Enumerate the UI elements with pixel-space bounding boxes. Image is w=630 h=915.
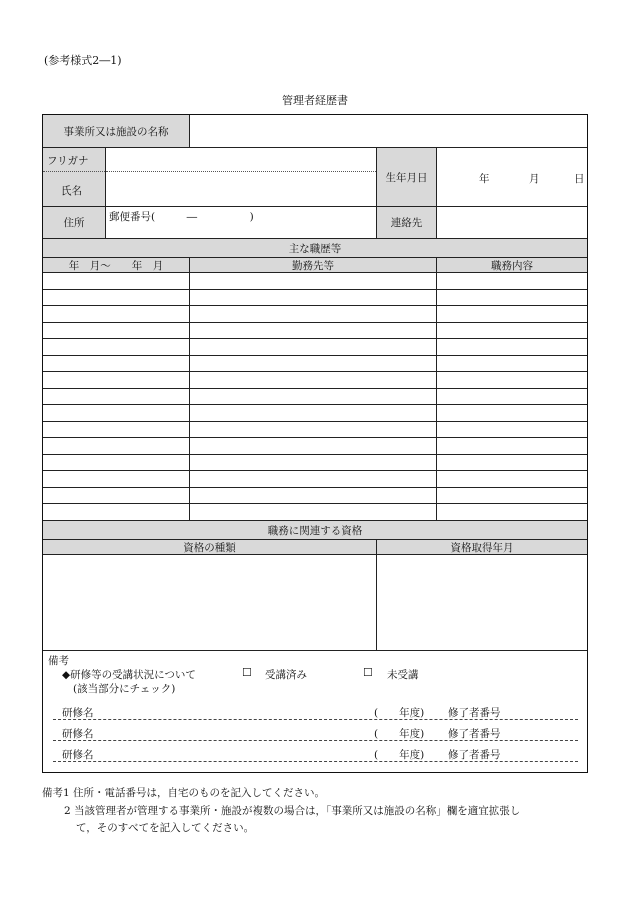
career-col-period: 年 月～ 年 月 (43, 258, 189, 272)
career-period-cell[interactable] (43, 404, 189, 421)
check-instruction: (該当部分にチェック) (73, 683, 176, 695)
training-fiscal-year: ( 年度) (374, 749, 425, 761)
career-workplace-cell[interactable] (190, 338, 436, 355)
completed-option-label: 受講済み (265, 669, 307, 681)
birth-month-unit: 月 (529, 173, 540, 185)
birthdate-label: 生年月日 (377, 148, 436, 206)
career-duties-cell[interactable] (437, 487, 587, 504)
career-period-cell[interactable] (43, 305, 189, 322)
career-duties-cell[interactable] (437, 404, 587, 421)
qualification-section-title: 職務に関連する資格 (43, 521, 587, 539)
career-duties-cell[interactable] (437, 470, 587, 487)
form-title: 管理者経歴書 (282, 94, 348, 107)
career-period-cell[interactable] (43, 272, 189, 289)
qualification-col-type: 資格の種類 (43, 540, 376, 554)
career-col-duties: 職務内容 (437, 258, 587, 272)
career-col-workplace: 勤務先等 (190, 258, 436, 272)
footnote-2a: 2 当該管理者が管理する事業所・施設が複数の場合は，「事業所又は施設の名称」欄を適宜拡張し (64, 805, 521, 817)
birth-day-unit: 日 (574, 173, 585, 185)
reference-label: (参考様式2―1) (44, 54, 122, 67)
career-period-cell[interactable] (43, 371, 189, 388)
career-workplace-cell[interactable] (190, 371, 436, 388)
training-row-line[interactable] (53, 761, 578, 762)
training-status-label: ◆研修等の受講状況について (62, 669, 196, 681)
training-cert-label: 修了者番号 (448, 707, 501, 719)
training-row-line[interactable] (53, 719, 578, 720)
career-duties-cell[interactable] (437, 322, 587, 339)
training-cert-label: 修了者番号 (448, 728, 501, 740)
career-duties-cell[interactable] (437, 289, 587, 306)
training-name-label: 研修名 (62, 707, 94, 719)
career-workplace-cell[interactable] (190, 305, 436, 322)
footnote-1: 備考1 住所・電話番号は，自宅のものを記入してください。 (42, 787, 326, 799)
career-duties-cell[interactable] (437, 421, 587, 438)
postal-code-label: 郵便番号( ― ) (109, 211, 254, 223)
name-label: 氏名 (61, 185, 82, 197)
career-workplace-cell[interactable] (190, 289, 436, 306)
not-completed-checkbox[interactable]: ☐ (363, 666, 373, 679)
career-workplace-cell[interactable] (190, 272, 436, 289)
remarks-label: 備考 (48, 655, 69, 667)
career-duties-cell[interactable] (437, 437, 587, 454)
career-workplace-cell[interactable] (190, 404, 436, 421)
career-workplace-cell[interactable] (190, 454, 436, 471)
career-period-cell[interactable] (43, 289, 189, 306)
training-cert-label: 修了者番号 (448, 749, 501, 761)
career-duties-cell[interactable] (437, 272, 587, 289)
career-workplace-cell[interactable] (190, 322, 436, 339)
career-period-cell[interactable] (43, 338, 189, 355)
career-workplace-cell[interactable] (190, 470, 436, 487)
qualification-col-date: 資格取得年月 (377, 540, 587, 554)
career-duties-cell[interactable] (437, 454, 587, 471)
contact-input[interactable] (437, 207, 587, 238)
career-duties-cell[interactable] (437, 388, 587, 405)
birth-year-unit: 年 (479, 173, 490, 185)
career-workplace-cell[interactable] (190, 437, 436, 454)
career-duties-cell[interactable] (437, 305, 587, 322)
furigana-input[interactable] (106, 148, 376, 171)
career-period-cell[interactable] (43, 437, 189, 454)
career-period-cell[interactable] (43, 470, 189, 487)
career-duties-cell[interactable] (437, 355, 587, 372)
career-duties-cell[interactable] (437, 371, 587, 388)
career-duties-cell[interactable] (437, 503, 587, 520)
career-period-cell[interactable] (43, 322, 189, 339)
training-name-label: 研修名 (62, 728, 94, 740)
completed-checkbox[interactable]: ☐ (242, 666, 252, 679)
career-duties-cell[interactable] (437, 338, 587, 355)
career-period-cell[interactable] (43, 454, 189, 471)
career-workplace-cell[interactable] (190, 388, 436, 405)
career-workplace-cell[interactable] (190, 503, 436, 520)
career-period-cell[interactable] (43, 388, 189, 405)
career-period-cell[interactable] (43, 355, 189, 372)
resume-form (42, 114, 588, 773)
qualification-date-input[interactable] (377, 555, 587, 650)
furigana-label: フリガナ (47, 155, 89, 167)
training-row-line[interactable] (53, 740, 578, 741)
qualification-type-input[interactable] (43, 555, 376, 650)
career-period-cell[interactable] (43, 421, 189, 438)
name-input[interactable] (106, 172, 376, 206)
training-fiscal-year: ( 年度) (374, 707, 425, 719)
address-label: 住所 (43, 207, 105, 238)
career-section-title: 主な職歴等 (43, 239, 587, 257)
career-period-cell[interactable] (43, 487, 189, 504)
facility-input[interactable] (190, 115, 587, 147)
training-fiscal-year: ( 年度) (374, 728, 425, 740)
birthdate-input[interactable] (437, 148, 587, 206)
career-period-cell[interactable] (43, 503, 189, 520)
career-workplace-cell[interactable] (190, 487, 436, 504)
career-workplace-cell[interactable] (190, 355, 436, 372)
footnote-2b: て，そのすべてを記入してください。 (76, 822, 255, 834)
contact-label: 連絡先 (377, 207, 436, 238)
career-workplace-cell[interactable] (190, 421, 436, 438)
facility-label: 事業所又は施設の名称 (43, 115, 189, 147)
training-name-label: 研修名 (62, 749, 94, 761)
not-completed-option-label: 未受講 (387, 669, 419, 681)
